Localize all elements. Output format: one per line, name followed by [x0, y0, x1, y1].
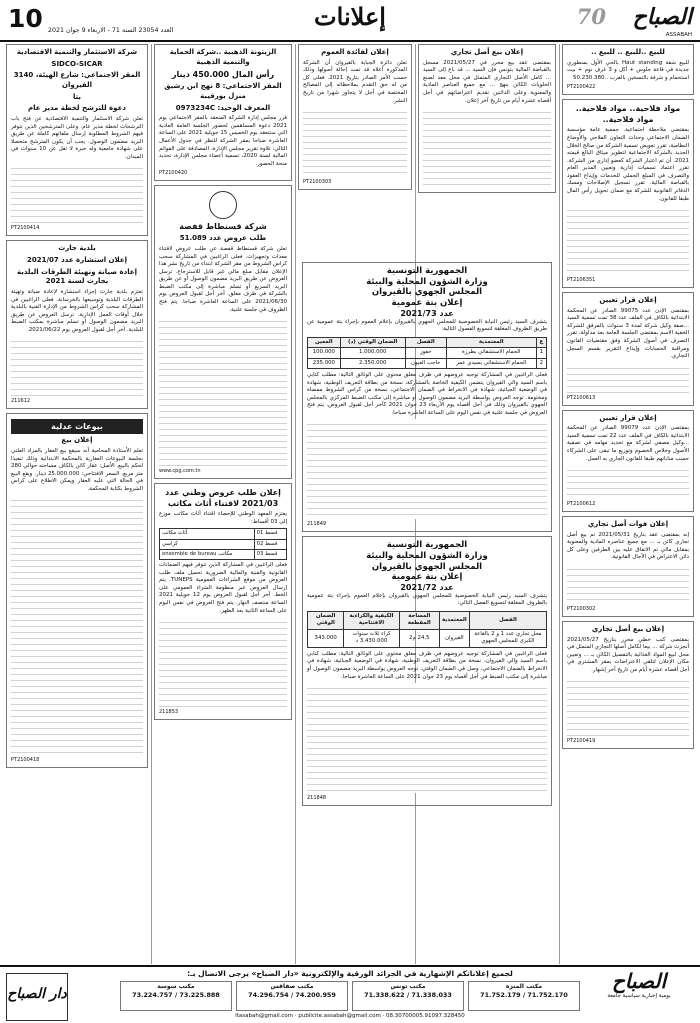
ad-body: بمقتضى كتب خطي محرر بتاريخ 2021/05/27 أنجزت شركة ... بيعا لكامل أصلها التجاري المتمثل في محل لبيع المواد الغذائية بالتفصيل الكائن بـ ... وتعيين مكان الإعلان لتلقي الاعتراضات بمقر المشتري في أجل أقصاه عشرة أيام من تاريخ آخر إشهار. — [567, 636, 689, 673]
company-notice — [6, 44, 148, 236]
ad-code: PT2100303 — [303, 179, 332, 186]
text-filler — [567, 363, 689, 393]
text-filler — [567, 205, 689, 275]
table-cell: القيروان — [439, 629, 469, 647]
table-row — [308, 348, 547, 358]
lots-table — [159, 528, 287, 560]
judicial-sale-notice — [6, 413, 148, 768]
table-cell: الحمام الاستشفائي بسيدي عمر — [446, 358, 536, 368]
ad-code: www.cpg.com.tn — [159, 468, 201, 475]
ad-subtitle: إعلان استشارة عدد 2021/07 — [26, 255, 128, 264]
ad-title: شركة قسنطاط قفصة — [179, 222, 267, 232]
notice-heading — [307, 540, 547, 593]
dar-assabah-logo — [6, 973, 68, 1021]
table-cell: 100.000 — [308, 348, 341, 358]
ad-title: إعلان فوات أصل تجاري — [587, 520, 669, 529]
ad-extra: بتا — [72, 92, 82, 101]
notice-intro: يتشرف السيد رئيس النيابة الخصوصية للمجلس الجهوي بالقيروان بإعلام العموم بإجراء بتة عمومية عن طريق الظروف المغلقة لتسويغ الفصول التالية: — [307, 318, 547, 333]
notice-heading-line: المجلس الجهوي بالقيروان — [371, 561, 483, 572]
text-filler — [423, 107, 551, 189]
page-number: 10 — [8, 4, 43, 33]
ad-body: تعلم الأستاذة المحامية أنه سيقع بيع العقار بالمزاد العلني بجلسة البيوعات العقارية بالمحكمة الابتدائية وذلك تنفيذا لحكم بالبيع. الأصل: عقار كائن بالكاف مساحته حوالي 280 متر مربع. السعر الافتتاحي: 25.000.000 دينار. ويقع البيع في الحالة التي عليه العقار ويمكن الاطلاع على كراس الشروط بكتابة المحكمة. — [11, 447, 144, 492]
table-cell: حفوز — [405, 348, 446, 358]
table-header-cell: المعتمدية — [439, 612, 469, 630]
office-item — [120, 981, 232, 1011]
notice-heading-line: إعلان بتة عمومية — [391, 297, 463, 308]
classified-ad — [562, 99, 694, 288]
ad-code: 211848 — [307, 795, 327, 802]
classified-ad — [562, 44, 694, 95]
notice-heading-line: المجلس الجهوي بالقيروان — [371, 287, 483, 298]
table-row — [160, 549, 287, 559]
table-cell: كراسي — [160, 539, 255, 549]
tender-notice — [6, 240, 148, 409]
government-notices — [302, 262, 552, 810]
table-cell: الحمام الاستشفائي بطرزة — [446, 348, 536, 358]
office-phones: 74.200.959 / 74.296.754 — [248, 991, 336, 1000]
ad-code: PT2100419 — [567, 738, 596, 745]
notice-heading-line: إعلان بتة عمومية — [391, 572, 463, 583]
text-filler — [11, 495, 143, 755]
ad-capital: رأس المال 450.000 دينار — [171, 70, 275, 80]
ad-body: تعلن دائرة الجباية بالقيروان أن الشركة المذكورة أعلاه قد تمت إحالة أصولها وذلك حسب الأمر الصادر بتاريخ 2021. فعلى كل من له حق التقدم بملاحظاته إلى المصالح المختصة في أجل لا يتجاوز شهرا من تاريخ النشر. — [303, 59, 407, 104]
ad-code: PT2100418 — [11, 757, 40, 764]
table-cell: كراء ثلاث سنوات 3.430.000 د — [344, 629, 399, 647]
notice-heading — [307, 266, 547, 319]
ad-body: تعلن شركة قسنطاط قفصة عن طلب عروض لاقتناء معدات وتجهيزات. فعلى الراغبين في المشاركة سحب كراس الشروط من مقر الشركة ابتداء من تاريخ نشر هذا الإعلان مقابل مبلغ مالي غير قابل للاسترجاع. ترسل العروض عن طريق البريد مضمون الوصول أو عن طريق البريد السريع أو تسلم مباشرة إلى مكتب الضبط بالشركة في ظرف مغلق. آخر أجل لقبول العروض يوم 2021/06/30 على الساعة العاشرة صباحا. يتم فتح الظروف في جلسة علنية. — [159, 245, 287, 313]
ad-title: إعلان بيع أصل تجاري — [450, 48, 524, 56]
table-header-cell: الكيفية والكراءية الافتتاحية — [344, 612, 399, 630]
ad-code: PT2100414 — [11, 225, 40, 232]
office-name: مكتب صفاقس — [270, 983, 314, 990]
text-filler — [567, 564, 689, 604]
table-header-cell: الفصل — [469, 612, 546, 630]
ad-title: إعلان لفائدة العموم — [321, 48, 389, 56]
office-item — [236, 981, 348, 1011]
table-header-cell: المعتمدية — [446, 337, 536, 347]
ad-id: المعرف الوحيد: 0973234C — [175, 103, 271, 112]
table-row — [160, 539, 287, 549]
ad-address: المقر الاجتماعي: 8 نهج ابن رشيق منزل بورقيبة — [164, 82, 282, 100]
notice-number: عدد 2021/73 — [400, 308, 454, 318]
ad-title: إعلان قرار تعيين — [599, 296, 657, 305]
notice-heading-line: الجمهورية التونسية — [386, 266, 468, 276]
table-cell: 24.5 م2 — [399, 629, 439, 647]
text-filler — [159, 316, 287, 466]
logo-latin-text: ASSABAH — [665, 32, 692, 38]
text-filler — [307, 683, 547, 793]
ad-code: PT2100302 — [567, 606, 596, 613]
ad-callout: دعوة للترشح لخطة مدير عام — [28, 104, 126, 113]
ad-title: الزيتونة الذهبية ..شركة الحماية والتنمية الذهبية — [169, 48, 277, 66]
table-row — [160, 529, 287, 539]
footer-brand-tagline: يومية إخبارية سياسية جامعة — [607, 993, 671, 999]
ad-title: للبيع ..للبيع .. للبيع .. — [591, 48, 665, 56]
classified-ad — [562, 516, 694, 617]
text-filler — [11, 336, 143, 396]
logo-text: الصباح — [632, 4, 692, 30]
notice-number: عدد 2021/72 — [400, 582, 454, 592]
footer-title: لجميع إعلاناتكم الإشهارية في الجرائد الورقية والإلكترونية «دار الصباح» يرجى الاتصال بـ: — [187, 969, 513, 978]
office-name: مكتب سوسة — [157, 983, 195, 990]
table-cell: 235.000 — [308, 358, 341, 368]
column-5 — [6, 44, 148, 964]
ad-title: إعلان قرار تعيين — [599, 413, 657, 422]
text-filler — [303, 107, 407, 177]
table-cell: 1.000.000 — [340, 348, 405, 358]
ad-subtitle: إعلان بيع — [61, 436, 93, 445]
table-header-cell: الضمان الوقتي (د) — [340, 337, 405, 347]
company-logo-icon — [209, 191, 237, 219]
table-cell: حاجب العيون — [405, 358, 446, 368]
ad-body: إنه بمقتضى عقد بتاريخ 2021/05/31 تم بيع أصل تجاري كائن بـ ... مع جميع عناصره المادية والمعنوية بمقابل مالي تم الاتفاق عليه بين الطرفين وعلى كل دائن الاعتراض في الآجال القانونية. — [567, 531, 690, 561]
table-header-cell: ع — [536, 337, 546, 347]
ad-code: 211612 — [11, 398, 31, 405]
notice-table — [307, 611, 547, 648]
table-header-cell: المساحة المقطعة — [399, 612, 439, 630]
footer-brand — [584, 969, 694, 1001]
table-row — [308, 358, 547, 368]
text-filler — [11, 163, 143, 223]
column-3-top — [298, 44, 412, 258]
notice-intro: يتشرف السيد رئيس النيابة الخصوصية للمجلس الجهوي بالقيروان بإعلام العموم بإجراء بتة عمومية بالظروف المغلقة لتسويغ الفصل التالي: — [307, 592, 547, 607]
table-cell: 2 — [536, 358, 546, 368]
notice-heading-line: الجمهورية التونسية — [386, 540, 468, 551]
ad-body: تعتزم بلدية جارث إجراء استشارة لإعادة صيانة وتهيئة الطرقات البلدية وتوسيعها بالخرسانة. فعلى الراغبين في المشاركة سحب كراس الشروط من الإدارة الفنية بالبلدية خلال أوقات العمل الإدارية. ترسل العروض عن طريق البريد مضمون الوصول أو تسلم مباشرة بمكتب الضبط للبلدية. آخر أجل لقبول العروض يوم 2021/06/22. — [11, 288, 143, 333]
newspaper-logo — [552, 4, 692, 32]
table-cell: أثاث مكاتب — [160, 529, 255, 539]
office-phones: 71.338.033 / 71.338.622 — [364, 991, 452, 1000]
classified-ad — [562, 410, 694, 512]
ad-intro: يعتزم المعهد الوطني للإحصاء اقتناء أثاث مكاتب موزع إلى 03 أقساط: — [159, 511, 287, 525]
ad-code: PT2100422 — [567, 84, 596, 91]
table-cell: ensemble de bureau مكاتب — [160, 549, 255, 559]
dar-assabah-logo-text: دار الصباح — [7, 986, 67, 1002]
office-item — [468, 981, 580, 1011]
tender-notice — [154, 185, 292, 479]
text-filler — [159, 617, 287, 707]
table-cell: 2.350.000 — [340, 358, 405, 368]
column-1 — [562, 44, 694, 964]
company-notice — [154, 44, 292, 181]
ad-subtitle-2: إعادة صيانة وتهيئة الطرقات البلدية بجارث لسنة 2021 — [16, 267, 138, 286]
ad-body: قرر مجلس إدارة الشركة المنعقد بالمقر الاجتماعي يوم 2021 دعوة المساهمين لحضور الجلسة العامة العادية التي ستنعقد يوم الخميس 15 جويلية 2021 على الساعة العاشرة صباحا بمقر الشركة للنظر في جدول الأعمال التالي: تلاوة تقرير مجلس الإدارة، المصادقة على القوائم المالية لسنة 2020، تسمية أعضاء مجلس الإدارة، تحديد منحة الحضور. — [159, 115, 288, 167]
column-4 — [154, 44, 292, 964]
table-cell: 1 — [536, 348, 546, 358]
ad-code: PT2106351 — [567, 277, 596, 284]
ad-title: شركة الاستثمار والتنمية الاقتصادية — [16, 48, 138, 56]
ad-title: إعلان بيع أصل تجاري — [591, 624, 665, 633]
ad-code: PT2100613 — [567, 394, 596, 401]
ad-code: PT2100612 — [567, 501, 596, 508]
table-cell: قسط 01 — [254, 529, 286, 539]
ad-code: PT2100420 — [159, 170, 188, 177]
table-header-cell: المعين — [308, 337, 341, 347]
table-cell: قسط 02 — [254, 539, 286, 549]
page-footer — [0, 965, 700, 1023]
ad-body: فعلى الراغبين في المشاركة الذين تتوفر فيهم الضمانات القانونية والفنية والمالية الضرورية تحميل ملف طلب العروض من موقع الشراءات العمومية TUNEPS. يتم إرسال العروض عبر منظومة الشراء العمومي على الخط. آخر أجل لقبول العروض يوم 12 جويلية 2021 الساعة منتصف النهار. يتم فتح العروض في نفس اليوم على الساعة الثانية بعد الظهر. — [159, 562, 288, 614]
column-divider — [559, 44, 560, 964]
table-row — [308, 629, 547, 647]
text-filler — [567, 465, 689, 499]
tender-notice-72 — [302, 536, 552, 806]
classified-ad — [562, 292, 694, 406]
office-name: مكتب تونس — [390, 983, 426, 990]
ad-title: مواد فلاحية.. مواد فلاحية.. مواد فلاحية.. — [575, 104, 681, 125]
table-header-cell: الضمان الوقتي — [308, 612, 344, 630]
office-item — [352, 981, 464, 1011]
classified-ad — [418, 44, 556, 193]
ad-body: بمقتضى الإذن عدد 99075 الصادر عن المحكمة الابتدائية بالكاف في الملف عدد 38 تمت تسمية السيد ...صفة وكيل شركة لمدة 3 سنوات بالمرفق للشركة الخفية الاسم بمقتضى الجلسة العامة بعد مداولة، تقرر التصرف في أصول الشركة وفق مقتضيات القانون ومراقبة الحسابات وإيداع التقرير بقسم السجل التجاري. — [567, 307, 689, 360]
ad-body: بمقتضى الإذن عدد 99079 الصادر عن المحكمة الابتدائية بالكاف في الملف عدد 22 تمت تسمية السيد ...وكيل مصفي لشركة مع تحديد مهامه في تصفية الأصول وخلاص الخصوم وتوزيع ما تبقى على الشركاء حسب مناباتهم طبقا للقانون الجاري به العمل. — [567, 425, 689, 462]
ad-code: 211849 — [307, 521, 327, 528]
logo-anniversary-number: 70 — [576, 4, 606, 29]
classified-ad — [298, 44, 412, 190]
ad-body: بمقتضى عقد بيع محرر في 2021/05/27 مسجل بالقباضة المالية بتونس فإن السيد ... قد باع إلى السيد ... كامل الأصل التجاري المتمثل في محل معد لصنع الحلويات الكائن بنهج ... مع جميع العناصر المادية والمعنوية وعلى الدائنين تقديم اعتراضاتهم في أجل أقصاه عشرة أيام من تاريخ آخر إعلان. — [423, 59, 551, 104]
column-divider — [295, 44, 296, 964]
ad-address: المقر الاجتماعي: شارع الهيئة، 3140 القيروان — [13, 71, 141, 89]
ad-title: بلدية جارث — [58, 244, 96, 253]
notice-table — [307, 337, 547, 369]
text-filler — [307, 419, 547, 519]
notice-body: فعلى الراغبين في المشاركة توجيه عروضهم في ظرف مغلق محتوي على الوثائق التالية: مطلب كتابي باسم السيد والي القيروان، نسخة من بطاقة التعريف الوطنية، شهادة في الوضعية الجبائية، شهادة في الانخراط بالضمان الاجتماعي، وصل في الضمان الوقتي. توجه العروض بواسطة البريد مضمون الوصول أو مباشرة إلى مكتب الضبط في أجل أقصاه يوم 23 جوان 2021 على الساعة العاشرة صباحا. — [307, 650, 547, 680]
page-header — [0, 0, 700, 42]
section-title: إعلانات — [314, 2, 386, 31]
notice-heading-line: وزارة الشؤون المحلية والبيئة — [366, 276, 488, 287]
ad-body: بمقتضى ملاحظة اجتماعية. جمعية عامة مؤسسة الضمان الاجتماعي وحدات التعاون الفلاحي والأوضاع النظامية، تقرر تعويض تسمية الشركة من صالح الخلال الجديد بالشركة الاجتماعية لتطوير ميثاق البالغ قيمته 2021. أن تم اعتبار الشركة كعضو إداري من الشركة. تقرر اعتماد تسميات إدارية وتعيين المدير العام والتصرف في المبلغ الجملي للخدمات وإيداع العقود بالقباضة المالية. تقرر تسجيل الإصلاحات ومسك الدفاتر القانونية للشركة مع ضمان تحويل رأس المال طبقا للقانون. — [567, 127, 689, 202]
office-name: مكتب المنزه — [505, 983, 543, 990]
ad-subtitle: طلب عروض عدد 51.089 — [179, 234, 267, 243]
tender-notice-73 — [302, 262, 552, 532]
notice-heading-line: وزارة الشؤون المحلية والبيئة — [366, 551, 488, 561]
footer-contacts: ltasabah@gmail.com · publicite.assabah@gmail.com · 08.30700005.91097.328450 — [235, 1013, 465, 1019]
ad-title: إعلان طلب عروض وطني عدد 2021/03 لاقتناء أثاث مكاتب — [165, 488, 281, 509]
ad-subtitle: SIDCO-SICAR — [51, 59, 103, 68]
ad-code: 211853 — [159, 709, 179, 716]
column-divider — [151, 44, 152, 964]
tender-notice — [154, 483, 292, 720]
text-filler — [567, 676, 689, 736]
issue-line: العدد 23054 السنة 71 - الاربعاء 9 جوان 2021 — [48, 27, 174, 34]
classified-ad — [562, 621, 694, 749]
section-banner: بيوعات عدلية — [11, 419, 143, 434]
ad-body: للبيع شقة Haut standing بالحي الأول بمنطوري جديدة في قاعة جلوس + أكل و 3 غرف نوم + بيت استحمام و شرفة بالتسخين بالقرب ..50.230.380 — [567, 59, 689, 81]
table-cell: قسط 03 — [254, 549, 286, 559]
offices-list — [120, 981, 580, 1011]
table-cell: محل تجاري عدد 1 و 2 بالقاعة الكبرى للمجلس الجهوي — [469, 629, 546, 647]
office-phones: 73.225.888 / 73.224.757 — [132, 991, 220, 1000]
table-cell: 343.000 — [308, 629, 344, 647]
notice-body: فعلى الراغبين في المشاركة توجيه عروضهم في ظرف مغلق محتوي على الوثائق التالية: مطلب كتابي باسم السيد والي القيروان يتضمن الكيفية الخاصة بالمشاركة، نسخة من بطاقة التعريف الوطنية، شهادة في الوضعية الجبائية، شهادة في الانخراط في الضمان الاجتماعي، نسخة من كراس الشروط ممضاة ومختومة. توجه العروض بواسطة البريد مضمون الوصول أو مباشرة إلى مكتب الضبط المركزي بالمجلس الجهوي بالقيروان وذلك في أجل أقصاه يوم الأربعاء 23 جوان 2021 كآخر أجل لقبول العروض. يتم فتح العروض في جلسة علنية في نفس اليوم على الساعة العاشرة صباحا. — [307, 372, 547, 416]
footer-brand-logo: الصباح — [611, 969, 667, 993]
ad-body: تعلن شركة الاستثمار والتنمية الاقتصادية عن فتح باب الترشحات لخطة مدير عام. وعلى المترشحين الذين تتوفر فيهم الشروط المطلوبة إرسال ملفاتهم كاملة عن طريق البريد مضمون الوصول. يجب أن يكون المترشح متحصلا على شهادة جامعية وله خبرة لا تقل عن 10 سنوات في الميدان. — [11, 115, 143, 160]
table-header-cell: الفصل — [405, 337, 446, 347]
column-2-top — [418, 44, 556, 258]
office-phones: 71.752.170 / 71.752.179 — [480, 991, 568, 1000]
